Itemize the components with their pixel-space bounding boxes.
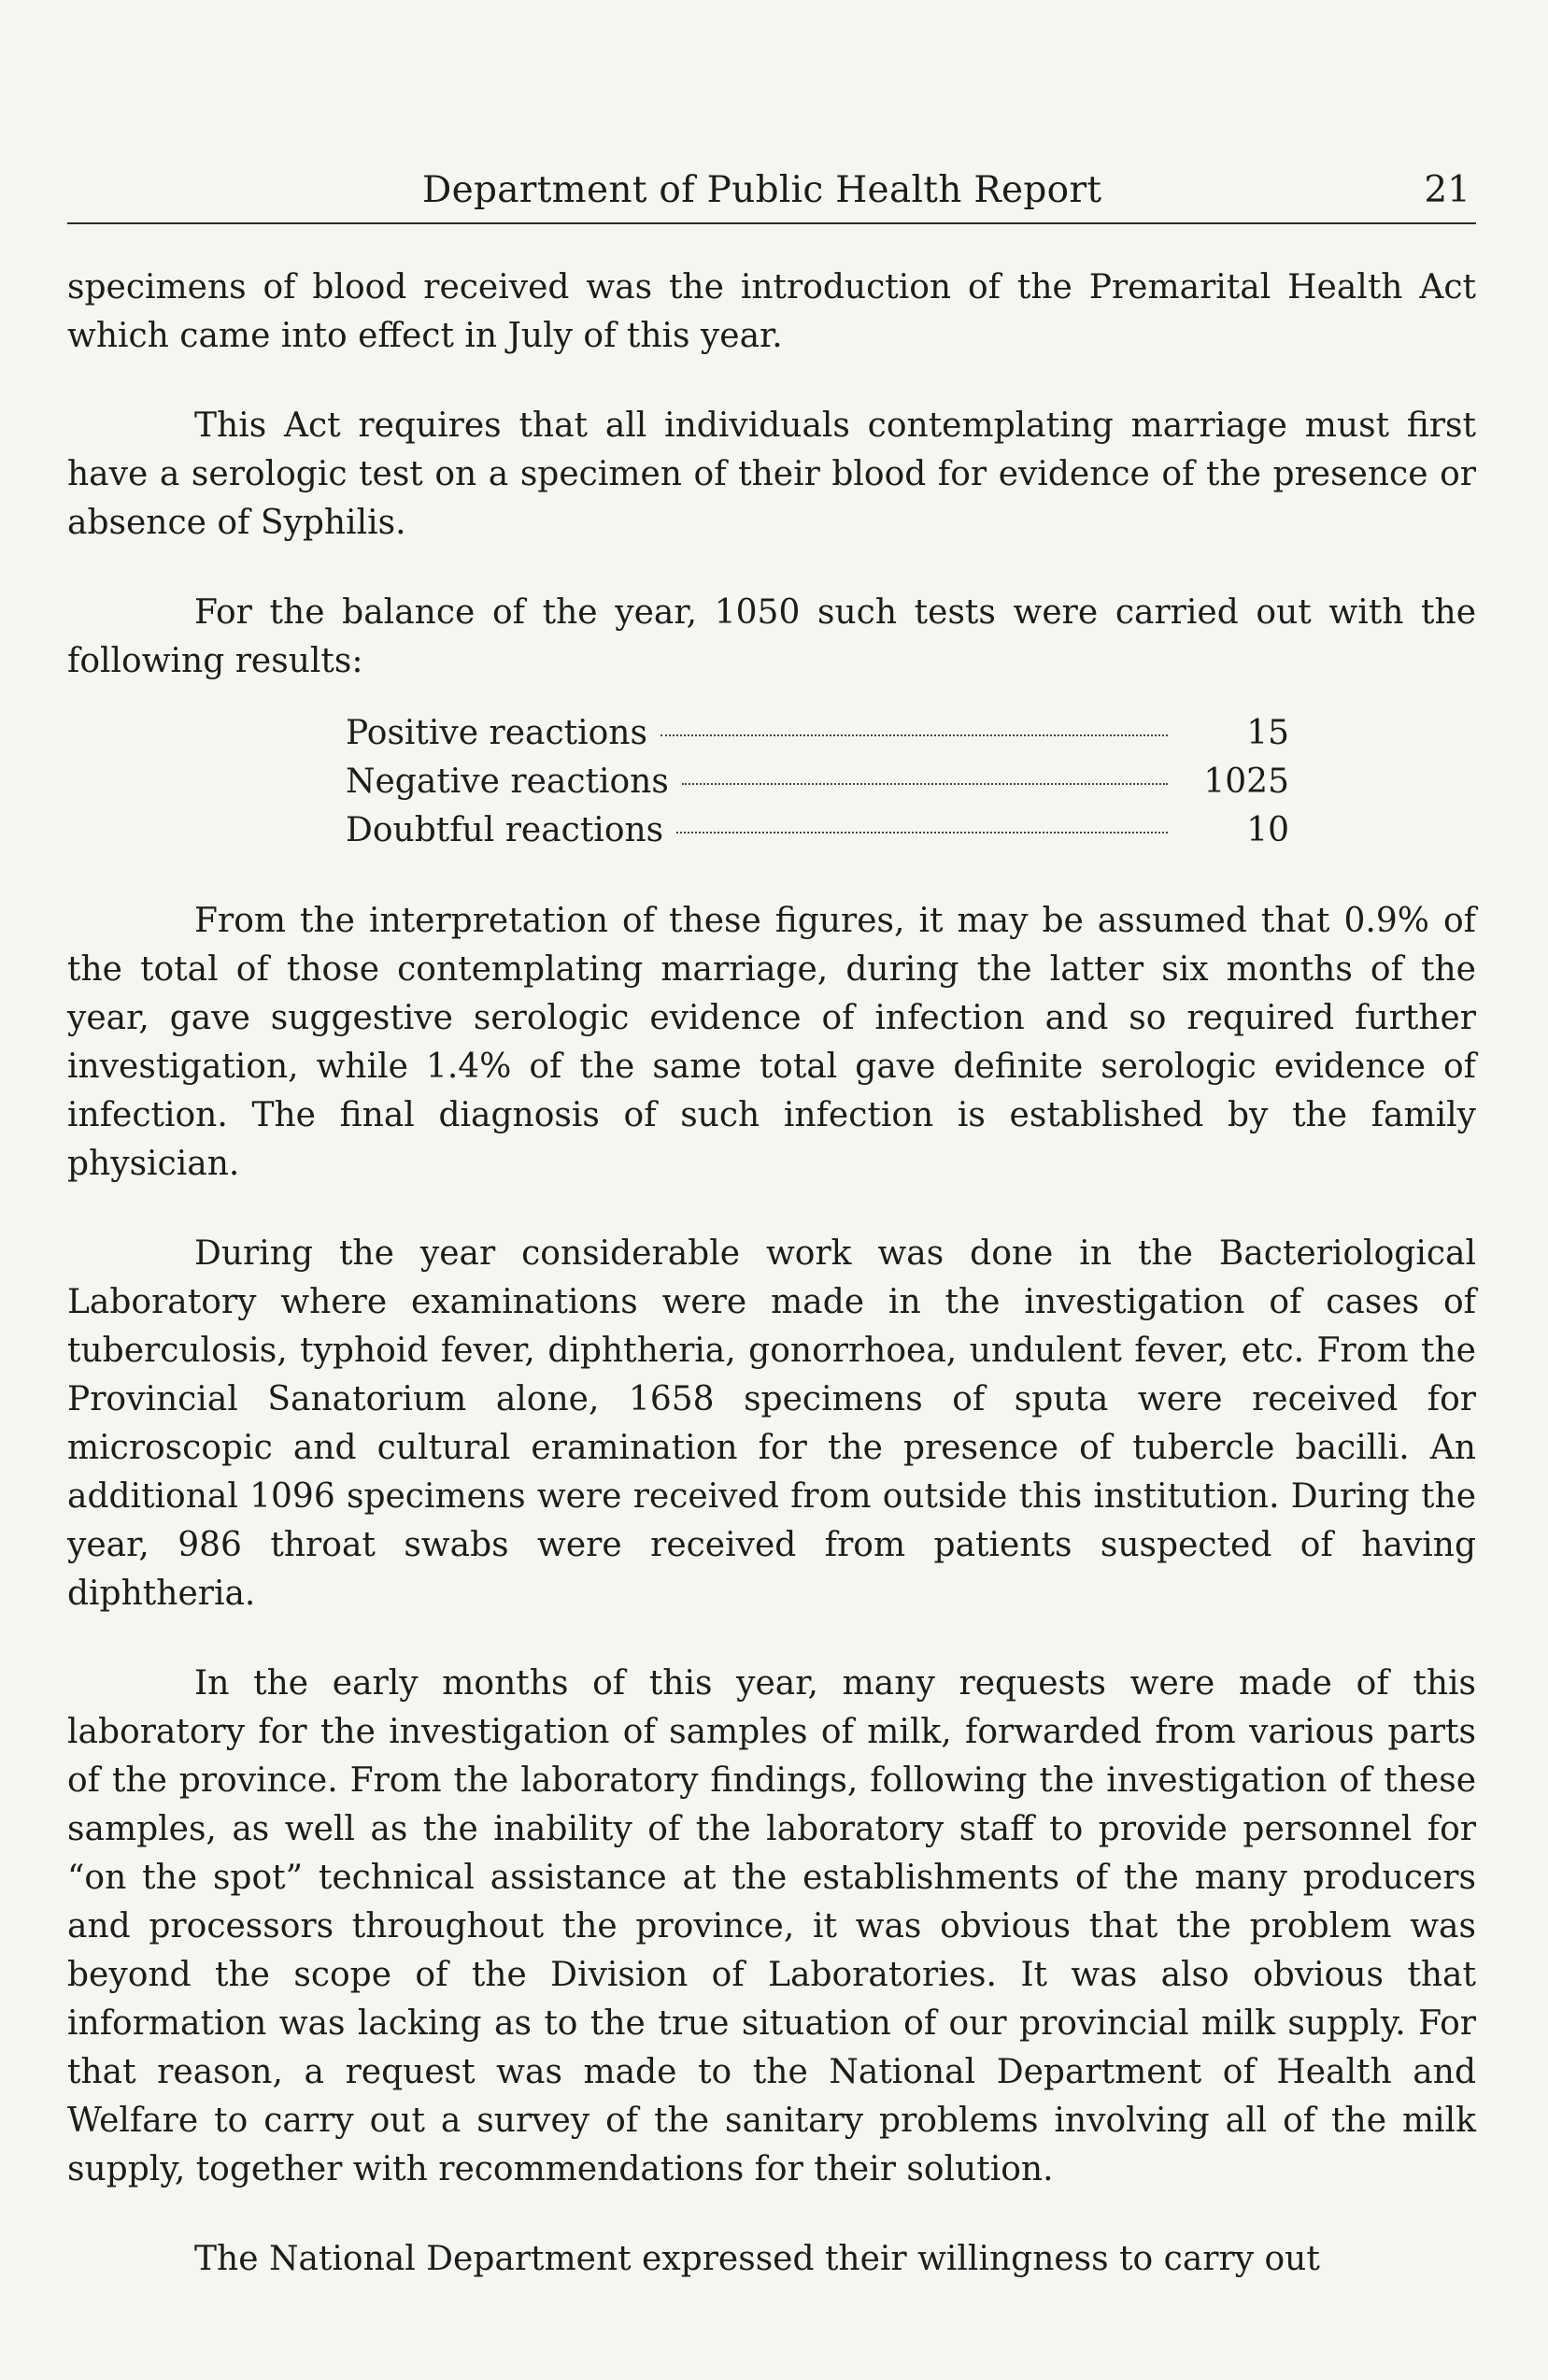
paragraph-continued: specimens of blood received was the introduction of the Premarital Health Act which came into effect in July of this year. — [67, 268, 1476, 355]
dot-leader — [660, 734, 1168, 736]
results-table — [346, 714, 1289, 860]
result-value: 1025 — [1203, 762, 1289, 801]
paragraph-interpretation: From the interpretation of these figures, it may be assumed that 0.9% of the total of those contemplating marriage, during the latter six months of the year, gave suggestive serologic evidence of infection and so required further investigation, while 1.4% of the same total gave definite serologic evidence of infection. The final diagnosis of such infection is established by the family physician. — [67, 902, 1476, 1183]
document-page — [67, 164, 1476, 2325]
paragraph-milk-samples: In the early months of this year, many requests were made of this laboratory for the investigation of samples of milk, forwarded from various parts of the province. From the laboratory findings, following the investigation of these samples, as well as the inability of the laboratory staff to provide personnel for “on the spot” technical assistance at the establishments of the many producers and processors throughout the province, it was obvious that the problem was beyond the scope of the Division of Laboratories. It was also obvious that information was lacking as to the true situation of our provincial milk supply. For that reason, a request was made to the National Department of Health and Welfare to carry out a survey of the sanitary problems involving all of the milk supply, together with recommendations for their solution. — [67, 1664, 1476, 2188]
page-header — [67, 164, 1476, 224]
running-title: Department of Public Health Report — [422, 169, 1102, 211]
document-body — [67, 264, 1476, 2284]
result-value: 15 — [1246, 714, 1289, 752]
result-label: Negative reactions — [346, 762, 669, 801]
result-label: Doubtful reactions — [346, 811, 664, 849]
paragraph-national-department: The National Department expressed their willingness to carry out — [194, 2240, 1320, 2278]
result-value: 10 — [1246, 811, 1289, 849]
result-row — [346, 811, 1289, 860]
paragraph-bacteriological-lab: During the year considerable work was done in the Bacteriological Laboratory where examinations were made in the investigation of cases of tuberculosis, typhoid fever, diphtheria, gonorrhoea, undulent fever, etc. From the Provincial Sanatorium alone, 1658 specimens of sputa were received for microscopic and cultural eramination for the presence of tubercle bacilli. An additional 1096 specimens were received from outside this institution. During the year, 986 throat swabs were received from patients suspected of having diphtheria. — [67, 1234, 1476, 1613]
page-number: 21 — [1424, 169, 1470, 211]
paragraph-act-requirements: This Act requires that all individuals contemplating marriage must first have a serologic test on a specimen of their blood for evidence of the presence or absence of Syphilis. — [67, 406, 1476, 542]
dot-leader — [676, 832, 1168, 834]
dot-leader — [682, 783, 1168, 785]
result-row — [346, 714, 1289, 762]
result-row — [346, 762, 1289, 811]
paragraph-test-results-intro: For the balance of the year, 1050 such tests were carried out with the following results: — [67, 593, 1476, 680]
result-label: Positive reactions — [346, 714, 647, 752]
